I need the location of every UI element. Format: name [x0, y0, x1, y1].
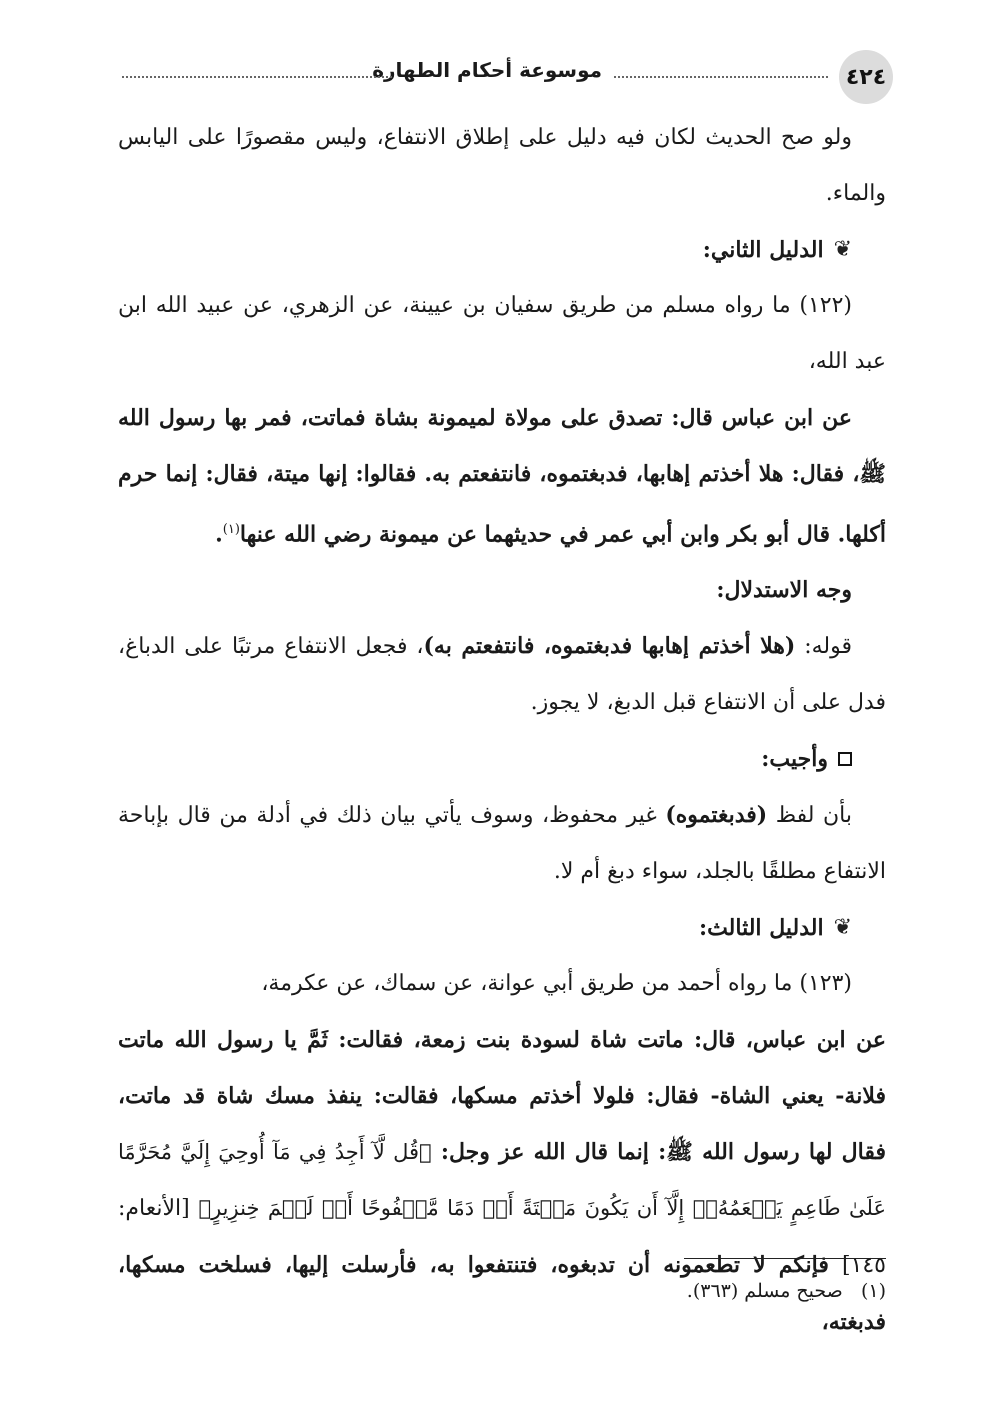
- paragraph: بأن لفظ (فدبغتموه) غير محفوظ، وسوف يأتي بيان ذلك في أدلة من قال بإباحة الانتفاع مطلقًا بالجلد، سواء دبغ أم لا.: [118, 802, 886, 885]
- checkbox-icon: [838, 752, 852, 766]
- hadith-chain: (١٢٣) ما رواه أحمد من طريق أبي عوانة، عن سماك، عن عكرمة،: [261, 971, 852, 997]
- quran-verse: ﴿قُل لَّآ أَجِدُ فِي مَآ أُوحِيَ إِلَيَّ مُحَرَّمًا عَلَىٰ طَاعِمٍ يَطۡعَمُهُۥٓ إِلَّآ أَن يَكُونَ مَيۡتَةً أَوۡ دَمًا مَّسۡفُوحًا أَوۡ لَحۡمَ خِنزِيرٍ﴾: [118, 1140, 886, 1221]
- section-heading: ❦ الدليل الثاني:: [118, 222, 886, 278]
- paragraph: ولو صح الحديث لكان فيه دليل على إطلاق الانتفاع، وليس مقصورًا على اليابس والماء.: [118, 125, 886, 206]
- header-dots-left: [122, 76, 392, 78]
- verse-reference: [الأنعام: ١٤٥]: [118, 1196, 886, 1279]
- book-title: موسوعة أحكام الطهارة: [372, 58, 602, 82]
- header-dots-right: [614, 76, 828, 78]
- section-heading: ❦ الدليل الثالث:: [118, 900, 886, 956]
- leaf-icon: ❦: [833, 237, 852, 262]
- paragraph: قوله: (هلا أخذتم إهابها فدبغتموه، فانتفعتم به)، فجعل الانتفاع مرتبًا على الدباغ، فدل على أن الانتفاع قبل الدبغ، لا يجوز.: [118, 633, 886, 716]
- hadith-text: عن ابن عباس، قال: ماتت شاة لسودة بنت زمعة، فقالت: ثَمَّ يا رسول الله ماتت فلانة- يعني الشاة- فقال: فلولا أخذتم مسكها، فقالت: ينفذ مسك شاة قد ماتت، فقال لها رسول الله ﷺ: إنما قال الله عز وجل: ﴿قُل لَّآ أَجِدُ فِي مَآ أُوحِيَ إِلَيَّ مُحَرَّمًا عَلَىٰ طَاعِمٍ يَطۡعَمُهُۥٓ إِلَّآ أَن يَكُونَ مَيۡتَةً أَوۡ دَمًا مَّسۡفُوحًا أَوۡ لَحۡمَ خِنزِيرٍ﴾ [الأنعام: ١٤٥] فإنكم لا تطعمونه أن تدبغوه، فتنتفعوا به، فأرسلت إليها، فسلخت مسكها، فدبغته،: [118, 1027, 886, 1336]
- main-text: [118, 110, 886, 1350]
- section-heading: وأجيب:: [118, 731, 886, 787]
- section-heading: وجه الاستدلال:: [716, 577, 852, 604]
- footnote: (١) صحيح مسلم (٣٦٣).: [686, 1280, 886, 1302]
- hadith-chain: (١٢٢) ما رواه مسلم من طريق سفيان بن عيينة، عن الزهري، عن عبيد الله ابن عبد الله،: [118, 293, 886, 374]
- footnote-separator: [684, 1258, 886, 1259]
- page-number: ٤٢٤: [839, 50, 893, 104]
- hadith-text: عن ابن عباس قال: تصدق على مولاة لميمونة بشاة فماتت، فمر بها رسول الله ﷺ، فقال: هلا أخذتم إهابها، فدبغتموه، فانتفعتم به. فقالوا: إنها ميتة، فقال: إنما حرم أكلها. قال أبو بكر وابن أبي عمر في حديثهما عن ميمونة رضي الله عنها$^{(١)}$.: [118, 405, 886, 548]
- page-header: [112, 42, 892, 104]
- footnote-ref: (١): [222, 522, 240, 537]
- leaf-icon: ❦: [833, 915, 852, 941]
